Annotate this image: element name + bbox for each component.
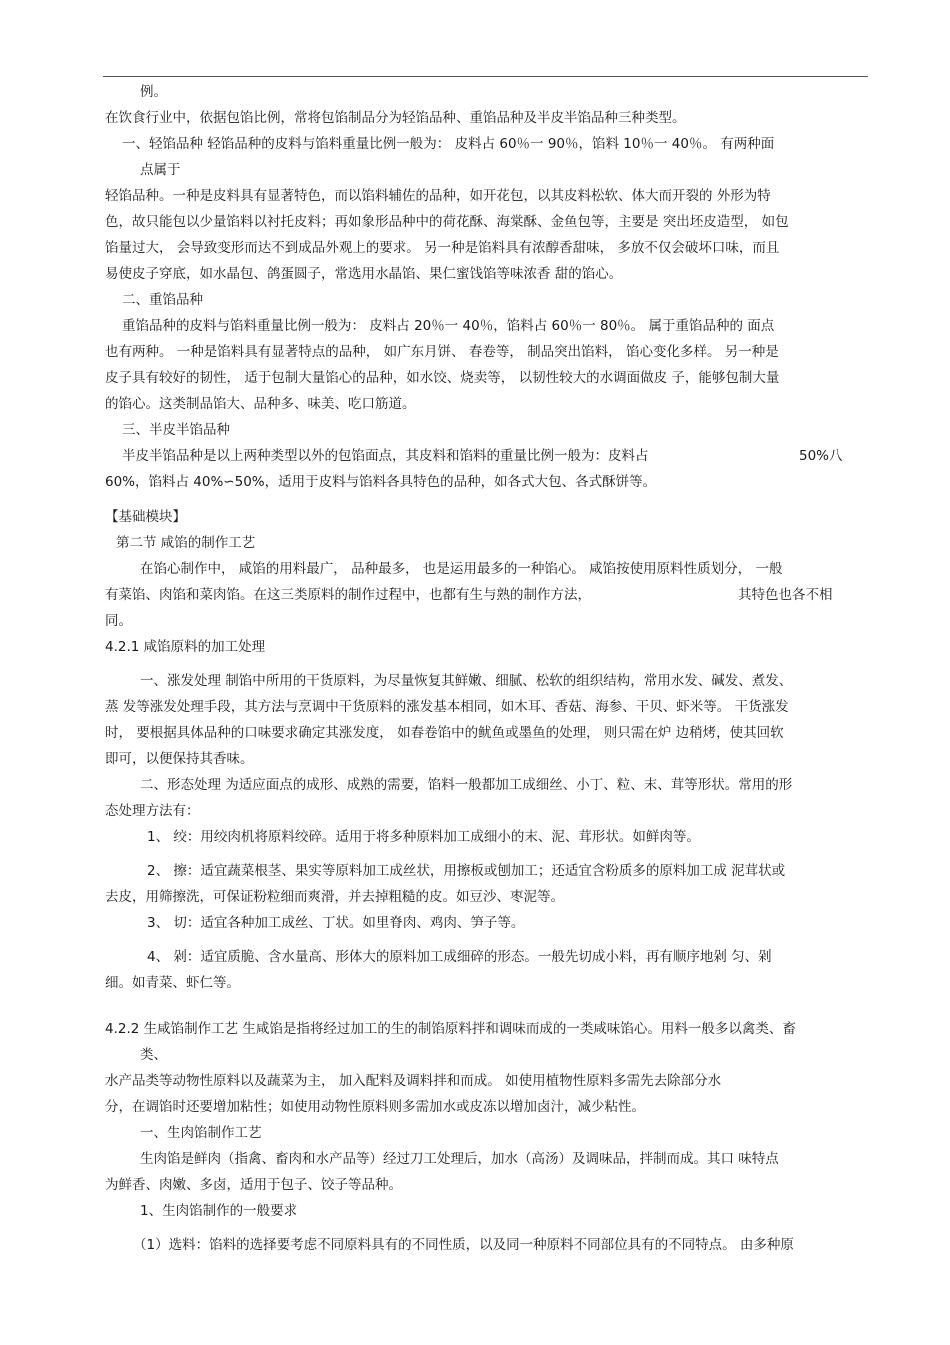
- text-line: 有菜馅、肉馅和菜肉馅。在这三类原料的制作过程中，也都有生与熟的制作方法，: [105, 587, 591, 603]
- text-line: 60%，馅料占 40%∽50%，适用于皮料与馅料各具特色的品种，如各式大包、各式酥饼等。: [105, 474, 657, 490]
- text-line: 三、半皮半馅品种: [122, 422, 230, 438]
- text-line: 轻馅品种。一种是皮料具有显著特色，而以馅料辅佐的品种，如开花包，以其皮料松软、体大而开裂的 外形为特: [105, 188, 771, 204]
- text-line: 的馅心。这类制品馅大、品种多、味美、吃口筋道。: [105, 396, 416, 412]
- text-line: 点属于: [140, 162, 181, 178]
- text-line: 其特色也各不相: [738, 587, 833, 603]
- text-line: 同。: [105, 613, 132, 629]
- text-line: 1、 绞：用绞肉机将原料绞碎。适用于将多种原料加工成细小的末、泥、茸形状。如鲜肉等。: [147, 829, 700, 845]
- text-line: 【基础模块】: [105, 509, 186, 525]
- text-line: 3、 切：适宜各种加工成丝、丁状。如里脊肉、鸡肉、笋子等。: [147, 915, 525, 931]
- text-line: 例。: [140, 84, 167, 100]
- text-line: 二、重馅品种: [122, 292, 203, 308]
- text-line: 半皮半馅品种是以上两种类型以外的包馅面点，其皮料和馅料的重量比例一般为：皮料占: [122, 448, 649, 464]
- text-line: 一、生肉馅制作工艺: [140, 1125, 262, 1141]
- text-line: 色，故只能包以少量馅料以衬托皮料；再如象形品种中的荷花酥、海棠酥、金鱼包等，主要是 突出坯皮造型， 如包: [105, 214, 789, 230]
- text-line: 在饮食行业中，依据包馅比例，常将包馅制品分为轻馅品种、重馅品种及半皮半馅品种三种类型。: [105, 110, 686, 126]
- text-line: 二、形态处理 为适应面点的成形、成熟的需要，馅料一般都加工成细丝、小丁、粒、末、茸等形状。常用的形: [140, 777, 793, 793]
- text-line: 时， 要根据具体品种的口味要求确定其涨发度， 如春卷馅中的鱿鱼或墨鱼的处理， 则只需在炉 边稍烤，使其回软: [105, 725, 784, 741]
- text-line: （1）选料：馅料的选择要考虑不同原料具有的不同性质，以及同一种原料不同部位具有的不同特点。 由多种原: [133, 1237, 794, 1253]
- text-line: 蒸 发等涨发处理手段，其方法与烹调中干货原料的涨发基本相同，如木耳、香菇、海参、干贝、虾米等。 干货涨发: [105, 699, 789, 715]
- text-line: 在馅心制作中， 咸馅的用料最广， 品种最多， 也是运用最多的一种馅心。 咸馅按使用原料性质划分， 一般: [140, 561, 783, 577]
- text-line: 50%八: [799, 448, 843, 464]
- text-line: 4.2.1 咸馅原料的加工处理: [105, 639, 266, 655]
- text-line: 皮子具有较好的韧性， 适于包制大量馅心的品种，如水饺、烧卖等， 以韧性较大的水调面做皮 子，能够包制大量: [105, 370, 780, 386]
- text-line: 4.2.2 生咸馅制作工艺 生咸馅是指将经过加工的生的制馅原料拌和调味而成的一类咸味馅心。用料一般多以禽类、畜: [105, 1021, 796, 1037]
- text-line: 分，在调馅时还要增加粘性；如使用动物性原料则多需加水或皮冻以增加卤汁，减少粘性。: [105, 1099, 645, 1115]
- text-line: 去皮，用筛擦洗，可保证粉粒细而爽滑，并去掉粗糙的皮。如豆沙、枣泥等。: [105, 889, 564, 905]
- text-line: 4、 剁：适宜质脆、含水量高、形体大的原料加工成细碎的形态。一般先切成小料，再有顺序地剁 匀、剁: [147, 949, 772, 965]
- text-line: 为鲜香、肉嫩、多卤，适用于包子、饺子等品种。: [105, 1177, 402, 1193]
- text-line: 重馅品种的皮料与馅料重量比例一般为： 皮料占 20％一 40％，馅料占 60％一 80％。 属于重馅品种的 面点: [122, 318, 775, 334]
- text-line: 一、涨发处理 制馅中所用的干货原料，为尽量恢复其鲜嫩、细腻、松软的组织结构，常用水发、碱发、煮发、: [140, 673, 793, 689]
- text-line: 一、轻馅品种 轻馅品种的皮料与馅料重量比例一般为： 皮料占 60％一 90％，馅料 10％一 40％。 有两种面: [122, 136, 775, 152]
- text-line: 第二节 咸馅的制作工艺: [116, 535, 256, 551]
- text-line: 也有两种。 一种是馅料具有显著特点的品种， 如广东月饼、 春卷等， 制品突出馅料， 馅心变化多样。 另一种是: [105, 344, 779, 360]
- text-line: 生肉馅是鲜肉（指禽、畜肉和水产品等）经过刀工处理后，加水（高汤）及调味品，拌制而成。其口 味特点: [140, 1151, 779, 1167]
- text-line: 2、 擦：适宜蔬菜根茎、果实等原料加工成丝状，用擦板或刨加工；还适宜含粉质多的原料加工成 泥茸状或: [147, 863, 786, 879]
- text-line: 态处理方法有：: [105, 803, 200, 819]
- text-line: 馅量过大， 会导致变形而达不到成品外观上的要求。 另一种是馅料具有浓醇香甜味， 多放不仅会破坏口味，而且: [105, 240, 780, 256]
- text-line: 易使皮子穿底，如水晶包、鸽蛋圆子，常选用水晶馅、果仁蜜饯馅等味浓香 甜的馅心。: [105, 266, 623, 282]
- text-line: 即可，以便保持其香味。: [105, 751, 254, 767]
- header-rule: [103, 76, 868, 77]
- text-line: 类、: [140, 1047, 167, 1063]
- text-line: 水产品类等动物性原料以及蔬菜为主， 加入配料及调料拌和而成。 如使用植物性原料多需先去除部分水: [105, 1073, 722, 1089]
- text-line: 1、生肉馅制作的一般要求: [140, 1203, 298, 1219]
- text-line: 细。如青菜、虾仁等。: [105, 975, 240, 991]
